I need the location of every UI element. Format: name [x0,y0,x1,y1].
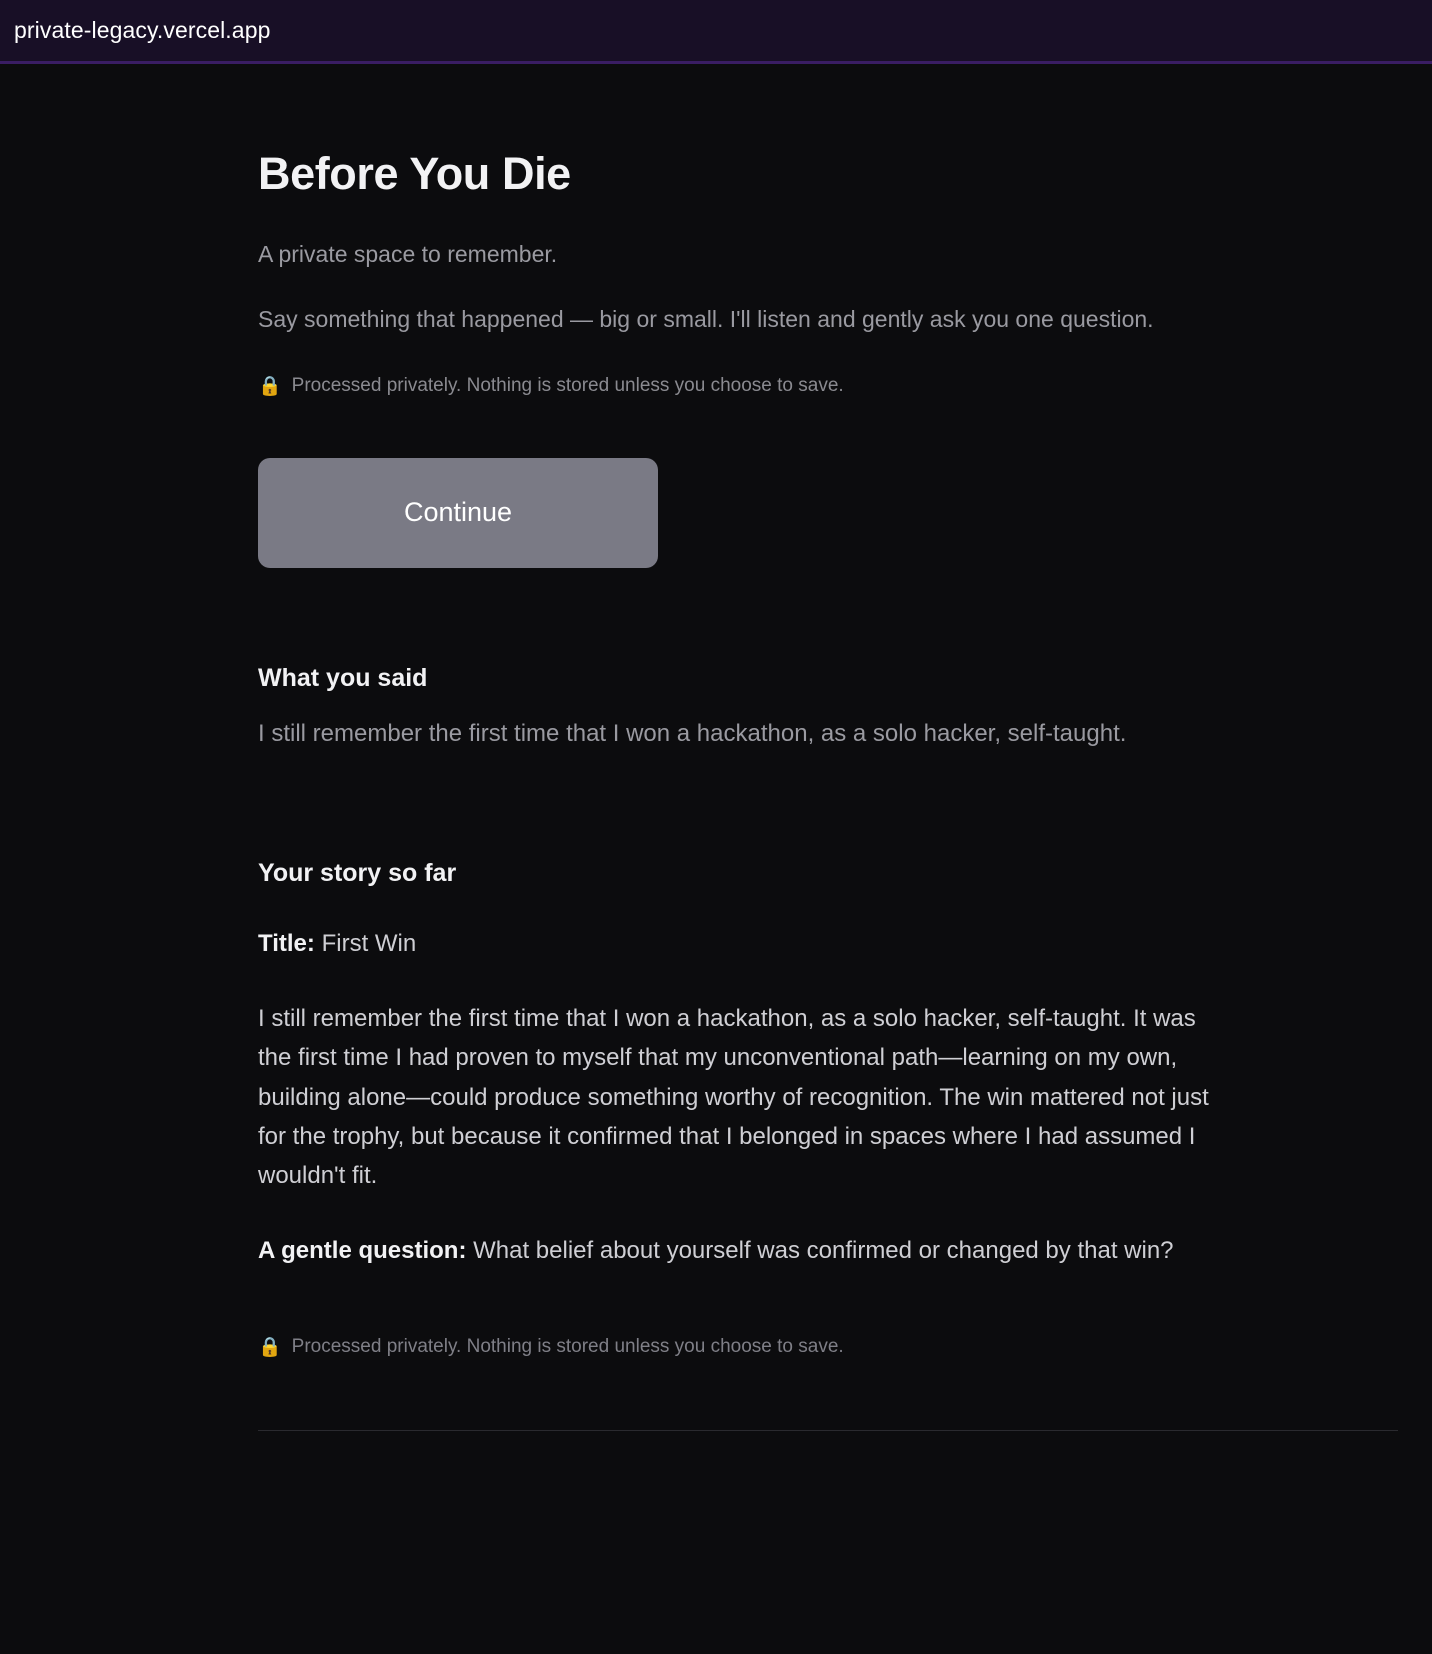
lock-icon: 🔒 [258,376,282,398]
story-section [258,859,1248,1270]
what-you-said-text: I still remember the first time that I won a hackathon, as a solo hacker, self-taught. [258,719,1127,747]
privacy-note-bottom-text: Processed privately. Nothing is stored unless you choose to save. [291,1336,844,1358]
story-body: I still remember the first time that I won a hackathon, as a solo hacker, self-taught. It was the first time I had proven to myself that my unconventional path—learning on my own, building alone—could produce something worthy of recognition. The win mattered not just for the trophy, but because it confirmed that I belonged in spaces where I had assumed I wouldn't fit. [258,1005,1209,1189]
what-you-said-section [258,664,1248,753]
story-title-line [258,924,1233,963]
page-title: Before You Die [258,148,571,199]
lock-icon-bottom: 🔒 [258,1336,282,1358]
story-heading: Your story so far [258,859,457,888]
page-subtitle: A private space to remember. [258,241,558,267]
privacy-note-top-text: Processed privately. Nothing is stored unless you choose to save. [291,375,844,397]
what-you-said-heading: What you said [258,663,428,692]
story-question-line [258,1231,1233,1270]
content-column [258,64,1248,1358]
browser-url-bar[interactable] [0,0,1432,64]
page-body [0,64,1432,1431]
continue-button[interactable]: Continue [258,458,658,568]
story-question-text: What belief about yourself was confirmed or changed by that win? [473,1236,1174,1264]
story-title-label: Title: [258,930,315,958]
story-title-value: First Win [321,930,417,958]
section-divider [258,1430,1398,1431]
url-text: private-legacy.vercel.app [14,17,271,43]
story-question-label: A gentle question: [258,1236,467,1264]
privacy-note-bottom [258,1336,1248,1358]
page-description: Say something that happened — big or small. I'll listen and gently ask you one question. [258,306,1154,333]
privacy-note-top [258,373,1248,400]
